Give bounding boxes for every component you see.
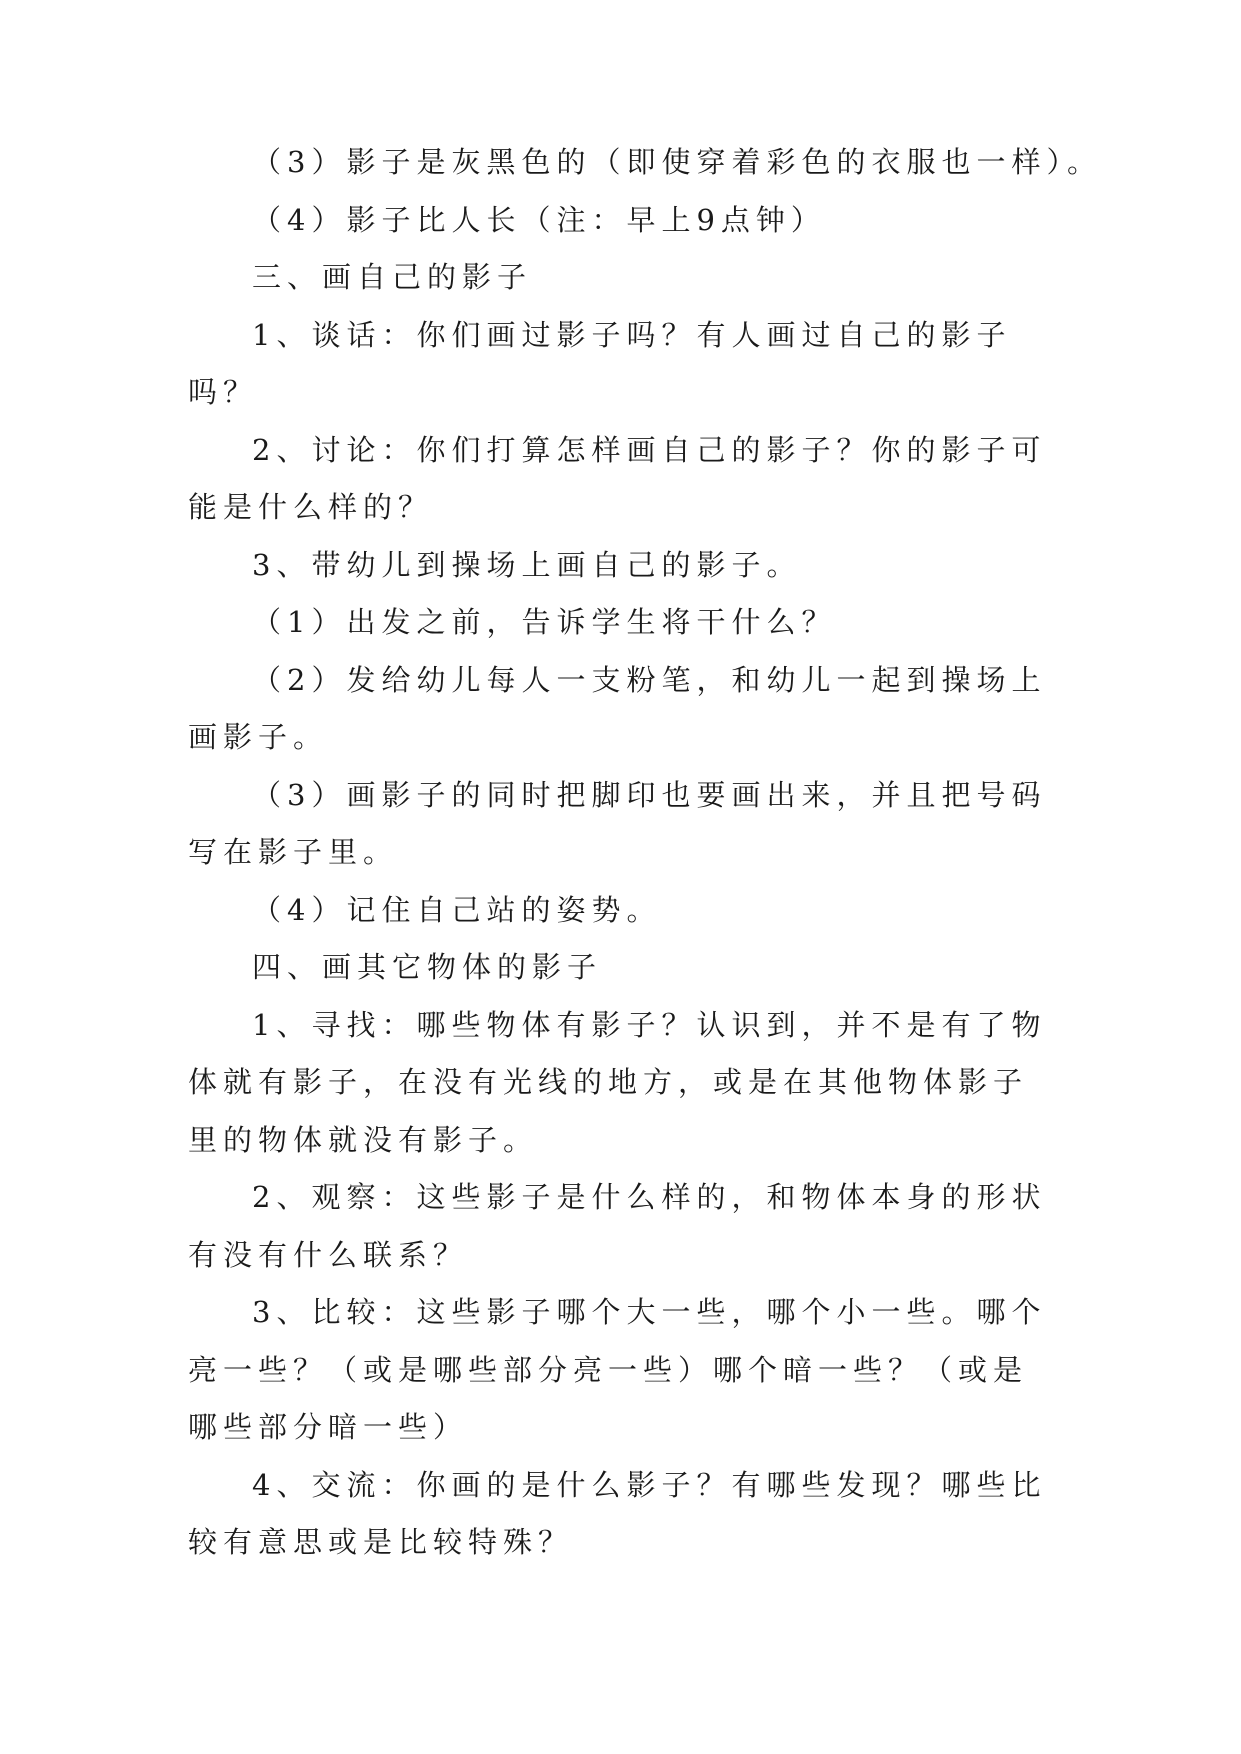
section-heading-draw-own-shadow: 三、画自己的影子 bbox=[252, 260, 533, 294]
paragraph-step-3-playground: 3、带幼儿到操场上画自己的影子。 bbox=[252, 547, 802, 582]
paragraph-sub-4-posture: （4）记住自己站的姿势。 bbox=[252, 892, 662, 927]
paragraph-item-4-longer-shadow: （4）影子比人长（注：早上9点钟） bbox=[252, 202, 826, 237]
paragraph-sub-1-before-leaving: （1）出发之前，告诉学生将干什么？ bbox=[252, 605, 837, 639]
paragraph-step-1-search: 1、寻找：哪些物体有影子？认识到，并不是有了物体就有影子，在没有光线的地方，或是在其他物体影子里的物体就没有影子。 bbox=[188, 1007, 1047, 1157]
paragraph-step-4-exchange: 4、交流：你画的是什么影子？有哪些发现？哪些比较有意思或是比较特殊？ bbox=[188, 1467, 1047, 1559]
paragraph-item-3-gray-black: （3）影子是灰黑色的（即使穿着彩色的衣服也一样）。 bbox=[252, 145, 1102, 179]
document-body bbox=[188, 145, 1102, 1572]
paragraph-step-2-observe: 2、观察：这些影子是什么样的，和物体本身的形状有没有什么联系？ bbox=[188, 1180, 1047, 1272]
section-heading-other-objects: 四、画其它物体的影子 bbox=[252, 950, 603, 984]
paragraph-step-3-compare: 3、比较：这些影子哪个大一些，哪个小一些。哪个亮一些？（或是哪些部分亮一些）哪个暗一些？（或是哪些部分暗一些） bbox=[188, 1295, 1047, 1444]
paragraph-step-2-discuss: 2、讨论：你们打算怎样画自己的影子？你的影子可能是什么样的？ bbox=[188, 432, 1047, 524]
paragraph-sub-2-chalk: （2）发给幼儿每人一支粉笔，和幼儿一起到操场上画影子。 bbox=[188, 662, 1047, 754]
paragraph-sub-3-footprints: （3）画影子的同时把脚印也要画出来，并且把号码写在影子里。 bbox=[188, 777, 1047, 869]
paragraph-step-1-talk: 1、谈话：你们画过影子吗？有人画过自己的影子吗？ bbox=[188, 317, 1012, 409]
